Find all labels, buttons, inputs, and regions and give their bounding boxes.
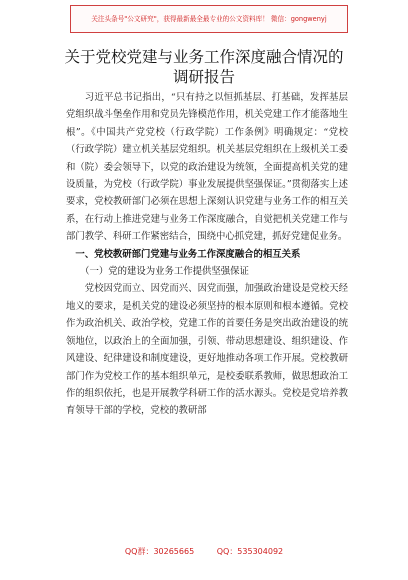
title-line-2: 调研报告: [172, 68, 235, 86]
section-heading-1: 一、党校教研部门党建与业务工作深度融合的相互关系: [75, 248, 301, 260]
qq-group-number: QQ群：30265665: [124, 547, 195, 556]
body-paragraph-2: 党校因党而立、因党而兴、因党而强，加强政治建设是党校天经地义的要求，是机关党的建设必须坚持的根本原则和根本遵循。党校作为政治机关、政治学校，党建工作的首要任务是突出政治建设的统领地位，以政治上的全面加强，引领、带动思想建设、组织建设、作风建设、纪律建设和制度建设，更好地推动各项工作开展。党校教研部门作为党校工作的基本组织单元，是校委联系教师，做思想政治工作的组织依托，也是开展教学科研工作的活水源头。党校是党培养教育领导干部的学校，党校的教研部: [66, 283, 348, 417]
intro-paragraph: 习近平总书记指出，“只有持之以恒抓基层、打基础，发挥基层党组织战斗堡垒作用和党员先锋模范作用，机关党建工作才能落地生根”。《中国共产党党校（行政学院）工作条例》明确规定：“党校（行政学院）建立机关基层党组织。机关基层党组织在上级机关工委和（院）委会领导下，以党的政治建设为统领，全面提高机关党的建设质量，为党校（行政学院）事业发展提供坚强保证。”贯彻落实上述要求，党校教研部门必须在思想上深刻认识党建与业务工作的相互关系，在行动上推进党建与业务工作深度融合，自觉把机关党建工作与部门教学、科研工作紧密结合，围绕中心抓党建，抓好党建促业务。: [66, 92, 348, 243]
qq-number: QQ：535304092: [216, 547, 284, 556]
promo-banner-text: 关注头条号"公文研究"，获得最新最全最专业的公文资料库！ 微信：gongwenyj: [91, 15, 327, 23]
document-title: [40, 47, 368, 87]
contact-footer: [0, 546, 408, 557]
title-line-1: 关于党校党建与业务工作深度融合情况的: [64, 48, 344, 66]
subsection-heading-1: （一）党的建设为业务工作提供坚强保证: [80, 266, 249, 278]
promo-banner: [70, 5, 348, 33]
document-body: [66, 89, 348, 420]
